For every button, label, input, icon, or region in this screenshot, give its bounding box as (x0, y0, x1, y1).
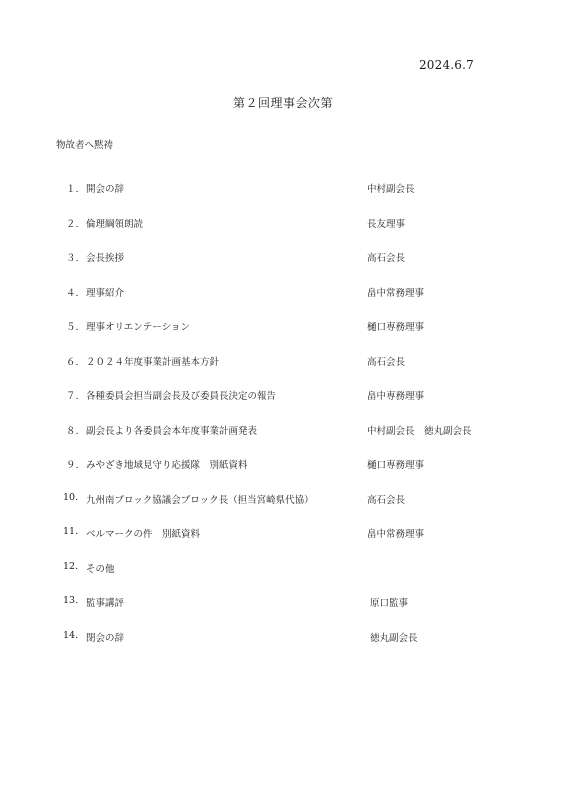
agenda-item (0, 557, 566, 592)
agenda-presenter: 畠中常務理事 (367, 529, 425, 540)
agenda-title: 各種委員会担当副会長及び委員長決定の報告 (86, 391, 277, 402)
agenda-item (0, 315, 566, 350)
agenda-number: ７. (66, 391, 79, 402)
opening-note: 物故者へ黙祷 (56, 140, 114, 151)
agenda-number: ２. (66, 218, 79, 230)
agenda-item (0, 626, 566, 661)
agenda-number: ３. (66, 253, 79, 264)
agenda-number: ４. (66, 287, 79, 299)
agenda-presenter: 徳丸副会長 (370, 632, 418, 644)
agenda-title: 倫理綱領朗読 (86, 218, 144, 230)
agenda-presenter: 中村副会長 (367, 184, 415, 195)
agenda-number: ９. (66, 460, 79, 471)
agenda-item (0, 212, 566, 247)
agenda-presenter: 原口監事 (370, 598, 409, 609)
agenda-item (0, 177, 566, 212)
agenda-list (0, 177, 566, 660)
agenda-item (0, 281, 566, 316)
agenda-number: ５. (66, 322, 79, 333)
agenda-number: ６. (66, 356, 79, 368)
agenda-title: 理事紹介 (86, 287, 125, 299)
agenda-number: 10. (63, 491, 79, 503)
agenda-item (0, 453, 566, 488)
agenda-item (0, 522, 566, 557)
agenda-number: 12. (63, 560, 79, 572)
agenda-title: その他 (86, 563, 115, 575)
agenda-presenter: 長友理事 (367, 218, 406, 230)
agenda-item (0, 350, 566, 385)
agenda-item (0, 591, 566, 626)
agenda-number: 14. (63, 629, 79, 641)
agenda-number: ８. (66, 425, 79, 437)
agenda-presenter: 中村副会長 徳丸副会長 (367, 425, 472, 437)
agenda-title: 会長挨拶 (86, 253, 125, 264)
agenda-presenter: 高石会長 (367, 253, 406, 264)
agenda-title: ２０２４年度事業計画基本方針 (86, 356, 220, 368)
agenda-item (0, 419, 566, 454)
agenda-presenter: 畠中常務理事 (367, 287, 425, 299)
agenda-item (0, 384, 566, 419)
agenda-title: ベルマークの件 別紙資料 (86, 529, 201, 540)
document-title: 第２回理事会次第 (232, 96, 333, 110)
agenda-title: 九州南ブロック協議会ブロック長（担当宮崎県代協） (86, 494, 314, 506)
agenda-title: 理事オリエンテーション (86, 322, 190, 333)
agenda-presenter: 樋口専務理事 (367, 322, 425, 333)
agenda-number: 11. (63, 526, 79, 537)
agenda-number: 13. (63, 595, 79, 606)
date-label: 2024.6.7 (418, 58, 474, 72)
agenda-title: 開会の辞 (86, 184, 125, 195)
agenda-title: みやざき地域見守り応援隊 別紙資料 (86, 460, 248, 471)
agenda-title: 閉会の辞 (86, 632, 125, 644)
agenda-number: １. (66, 184, 79, 195)
agenda-presenter: 樋口専務理事 (367, 460, 425, 471)
agenda-item (0, 246, 566, 281)
agenda-title: 副会長より各委員会本年度事業計画発表 (86, 425, 258, 437)
agenda-presenter: 畠中専務理事 (367, 391, 425, 402)
agenda-item (0, 488, 566, 523)
agenda-presenter: 高石会長 (367, 356, 406, 368)
agenda-presenter: 高石会長 (367, 494, 406, 506)
agenda-title: 監事講評 (86, 598, 125, 609)
